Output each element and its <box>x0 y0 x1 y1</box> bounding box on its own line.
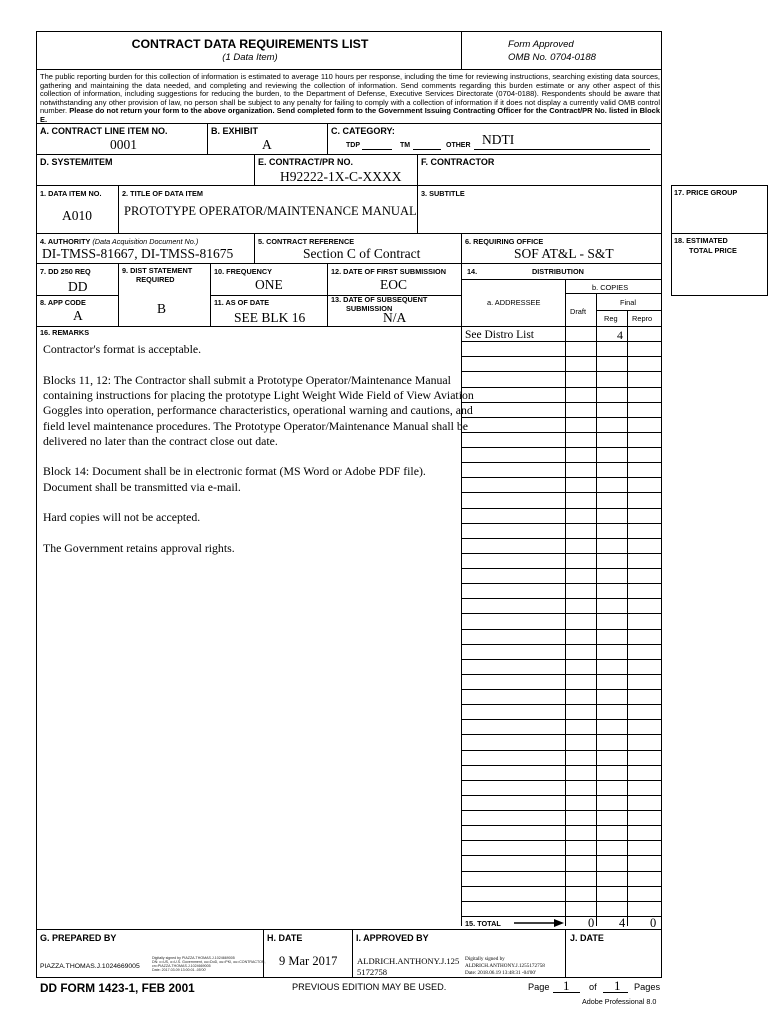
software-note: Adobe Professional 8.0 <box>582 997 657 1006</box>
item2-label: 2. TITLE OF DATA ITEM <box>122 189 203 198</box>
item1-label: 1. DATA ITEM NO. <box>40 189 102 198</box>
preparer-sig-line-1: Digitally signed by PIAZZA.THOMAS.J.1024669005 <box>152 956 235 960</box>
remarks-line: The Government retains approval rights. <box>43 540 235 555</box>
row-g-top <box>36 929 662 930</box>
remarks-body[interactable] <box>43 342 474 902</box>
previous-edition: PREVIOUS EDITION MAY BE USED. <box>292 982 447 992</box>
header-divider <box>461 31 462 69</box>
item9-label-2: REQUIRED <box>136 275 175 284</box>
page-total[interactable]: 1 <box>614 978 621 993</box>
total-repro: 0 <box>650 916 657 930</box>
item12-value[interactable]: EOC <box>380 277 407 292</box>
distribution-row-line <box>461 855 662 856</box>
block-a-label: A. CONTRACT LINE ITEM NO. <box>40 126 168 136</box>
distribution-row-line <box>461 598 662 599</box>
of-label: of <box>589 982 597 992</box>
item13-label-2: SUBMISSION <box>346 304 393 313</box>
total-reg: 4 <box>619 916 626 930</box>
page-number[interactable]: 1 <box>563 978 570 993</box>
row-abc-top <box>36 123 662 124</box>
dist-row-1-reg[interactable]: 4 <box>617 328 623 342</box>
form-title: CONTRACT DATA REQUIREMENTS LIST <box>131 37 369 51</box>
copies-line <box>565 293 662 294</box>
distribution-row-line <box>461 553 662 554</box>
category-tdp-line <box>362 149 392 150</box>
item2-value[interactable]: PROTOTYPE OPERATOR/MAINTENANCE MANUAL <box>124 204 417 218</box>
distribution-row-line <box>461 659 662 660</box>
item16-label: 16. REMARKS <box>40 328 90 337</box>
remarks-line: Contractor's format is acceptable. <box>43 342 202 356</box>
distribution-label: DISTRIBUTION <box>532 267 584 276</box>
row-7-top <box>36 263 662 264</box>
remarks-line: Goggles into operation, performance characteristics, operational warning and cautions, and <box>43 403 473 418</box>
block-f-label: F. CONTRACTOR <box>421 157 495 167</box>
distribution-row-line <box>461 734 662 735</box>
burden-text: The public reporting burden for this collection of information is estimated to average 110 hours per response, including the time for reviewing instructions, searching existing data sources, gathering and maintaining the data needed, and completing and reviewing the collection of information. Send comments regarding this burden estimate or any other aspect of this collection of information, including suggestions for reducing the burden, to the Department of Defense, Executive Services Directorate (0704-0188). Respondents should be aware that notwithstanding any other provision of law, no person shall be subject to any penalty for failing to comply with a collection of information if it does not display a currently valid OMB control number. <box>40 72 660 116</box>
distribution-row-line <box>461 462 662 463</box>
block-e-value[interactable]: H92222-1X-C-XXXX <box>280 169 402 184</box>
category-tm-line <box>413 149 441 150</box>
page-total-line <box>603 992 628 993</box>
category-other-line <box>474 149 650 150</box>
item8-label: 8. APP CODE <box>40 298 86 307</box>
repro-label: Repro <box>632 314 653 323</box>
item5-label: 5. CONTRACT REFERENCE <box>258 237 355 246</box>
remarks-line: Blocks 11, 12: The Contractor shall submit a Prototype Operator/Maintenance Manual <box>43 372 451 387</box>
approver-name-2: 5172758 <box>357 967 388 977</box>
approver-name: ALDRICH.ANTHONY.J.125 <box>357 956 460 966</box>
page-number-line <box>553 992 580 993</box>
final-label: Final <box>620 298 637 307</box>
distribution-row-line <box>461 447 662 448</box>
distribution-row-line <box>461 568 662 569</box>
distribution-row-line <box>461 356 662 357</box>
category-tm-label: TM <box>400 142 411 149</box>
row-def-top <box>36 154 662 155</box>
row-456-div2 <box>461 233 462 263</box>
distribution-grid <box>461 326 662 916</box>
item15-label: 15. TOTAL <box>465 919 501 928</box>
item6-label: 6. REQUIRING OFFICE <box>465 237 544 246</box>
item4-value[interactable]: DI-TMSS-81667, DI-TMSS-81675 <box>42 246 234 261</box>
row-456-top <box>36 233 662 234</box>
block-c-label: C. CATEGORY: <box>331 126 395 136</box>
item13-label: 13. DATE OF SUBSEQUENT <box>331 295 428 304</box>
burden-bold-text: Please do not return your form to the above organization. Send completed form to the Government Issuing Contracting Officer for the Contract/PR No. listed in Block E. <box>40 106 661 124</box>
remarks-line: field level maintenance procedures. The Prototype Operator/Maintenance Manual shall be <box>43 418 468 433</box>
total-draft: 0 <box>588 916 595 930</box>
page-label: Page <box>528 982 550 992</box>
row-g-div3 <box>565 929 566 978</box>
row-g-div1 <box>263 929 264 978</box>
approver-sig-line-2: ALDRICH.ANTHONY.J.1255172758 <box>465 963 545 969</box>
distribution-row-line <box>461 871 662 872</box>
distribution-row-line <box>461 644 662 645</box>
remarks-line: delivered no later than the contract close out date. <box>43 433 278 448</box>
row-abc-div2 <box>327 123 328 154</box>
block-a-value[interactable]: 0001 <box>110 137 137 152</box>
distribution-row-line <box>461 765 662 766</box>
item4-label-text: 4. AUTHORITY <box>40 237 91 246</box>
distribution-row-line <box>461 387 662 388</box>
item5-value[interactable]: Section C of Contract <box>303 246 421 261</box>
distribution-row-line <box>461 840 662 841</box>
distribution-row-line <box>461 795 662 796</box>
distribution-row-line <box>461 629 662 630</box>
distribution-row-line <box>461 432 662 433</box>
block-d-label: D. SYSTEM/ITEM <box>40 157 113 167</box>
row-g-div2 <box>352 929 353 978</box>
approver-sig-line-3: Date: 2018.06.19 13:48:31 -04'00' <box>465 970 536 976</box>
remarks-line: Hard copies will not be accepted. <box>43 510 201 525</box>
item6-value[interactable]: SOF AT&L - S&T <box>514 246 614 261</box>
distribution-row-line <box>461 523 662 524</box>
item10-value[interactable]: ONE <box>255 277 283 292</box>
burden-statement <box>40 73 660 125</box>
form-subtitle: (1 Data Item) <box>222 52 278 63</box>
distribution-row-line <box>461 719 662 720</box>
preparer-sig-line-2: DN: c=US, o=U.S. Government, ou=DoD, ou=PKI, ou=CONTRACTOR, <box>152 960 266 964</box>
side-divider <box>671 233 768 234</box>
item18-label: 18. ESTIMATED <box>674 236 728 245</box>
item7-label: 7. DD 250 REQ <box>40 267 91 276</box>
preparer-sig-line-3: cn=PIAZZA.THOMAS.J.1024669005 <box>152 964 211 968</box>
approver-sig-line-1: Digitally signed by <box>465 956 505 962</box>
preparer-sig-line-4: Date: 2017.03.09 13:00:01 -05'00' <box>152 968 207 972</box>
row-def-div2 <box>417 154 418 185</box>
item3-label: 3. SUBTITLE <box>421 189 465 198</box>
item12-label: 12. DATE OF FIRST SUBMISSION <box>331 267 447 276</box>
row-def-div1 <box>254 154 255 185</box>
col-div-7 <box>118 263 119 326</box>
reg-label: Reg <box>604 314 618 323</box>
category-other-value[interactable]: NDTI <box>482 132 515 147</box>
block-j-label: J. DATE <box>570 933 604 943</box>
distribution-row-line <box>461 583 662 584</box>
distribution-row-line <box>461 886 662 887</box>
final-line <box>596 310 662 311</box>
distribution-row-line <box>461 613 662 614</box>
distribution-row-line <box>461 901 662 902</box>
remarks-line: Block 14: Document shall be in electronic format (MS Word or Adobe PDF file). <box>43 464 426 479</box>
item9-value[interactable]: B <box>157 301 167 316</box>
header-bottom-line <box>36 69 662 70</box>
distribution-row-line <box>461 810 662 811</box>
block-b-value[interactable]: A <box>262 137 272 152</box>
distribution-row-line <box>461 750 662 751</box>
block-e-label: E. CONTRACT/PR NO. <box>258 157 354 167</box>
remarks-line: containing instructions for placing the prototype Light Weight Wide Field of View Aviation <box>43 387 474 402</box>
dist-sub-line <box>461 279 662 280</box>
distribution-row-line <box>461 371 662 372</box>
item1-value[interactable]: A010 <box>62 208 92 223</box>
pages-label: Pages <box>634 982 661 992</box>
row-8-top-left <box>36 295 118 296</box>
distribution-row-line <box>461 538 662 539</box>
row-123-top <box>36 185 662 186</box>
item18-label-2: TOTAL PRICE <box>689 246 737 255</box>
remarks-line: Document shall be transmitted via e-mail. <box>43 479 241 494</box>
distribution-row-line <box>461 704 662 705</box>
distribution-row-line <box>461 780 662 781</box>
item4-label-note: (Data Acquisition Document No.) <box>92 237 199 246</box>
distribution-row-line <box>461 508 662 509</box>
item13-value[interactable]: N/A <box>383 310 407 325</box>
distribution-row-line <box>461 492 662 493</box>
distribution-row-line <box>461 402 662 403</box>
row-123-div1 <box>118 185 119 233</box>
distribution-row-line <box>461 417 662 418</box>
row-abc-div1 <box>207 123 208 154</box>
category-other-label: OTHER <box>446 142 471 149</box>
item7-value[interactable]: DD <box>68 279 88 294</box>
draft-label: Draft <box>570 307 587 316</box>
item9-label: 9. DIST STATEMENT <box>122 266 193 275</box>
distribution-row-line <box>461 674 662 675</box>
block-b-label: B. EXHIBIT <box>211 126 259 136</box>
total-arrow-icon <box>514 917 566 929</box>
block-h-label: H. DATE <box>267 933 303 943</box>
row-456-div1 <box>254 233 255 263</box>
item8-value[interactable]: A <box>73 308 83 323</box>
distribution-row-line <box>461 825 662 826</box>
block-i-label: I. APPROVED BY <box>356 933 429 943</box>
preparer-name: PIAZZA.THOMAS.J.1024669005 <box>40 963 140 970</box>
block-h-value[interactable]: 9 Mar 2017 <box>279 954 338 968</box>
category-tdp-label: TDP <box>346 142 360 149</box>
form-id: DD FORM 1423-1, FEB 2001 <box>40 981 195 995</box>
form-approved: Form Approved <box>508 39 574 50</box>
item11-value[interactable]: SEE BLK 16 <box>234 310 306 325</box>
item10-label: 10. FREQUENCY <box>214 267 272 276</box>
copies-label: b. COPIES <box>592 283 629 292</box>
addressee-label: a. ADDRESSEE <box>487 298 541 307</box>
distribution-row-line <box>461 689 662 690</box>
item11-label: 11. AS OF DATE <box>214 298 270 307</box>
dist-row-1-addressee[interactable]: See Distro List <box>465 329 534 341</box>
omb-number: OMB No. 0704-0188 <box>508 52 596 63</box>
block-g-label: G. PREPARED BY <box>40 933 117 943</box>
distribution-row-line <box>461 477 662 478</box>
item14-label: 14. <box>467 267 478 276</box>
item17-label: 17. PRICE GROUP <box>674 188 738 197</box>
row-123-div2 <box>417 185 418 233</box>
